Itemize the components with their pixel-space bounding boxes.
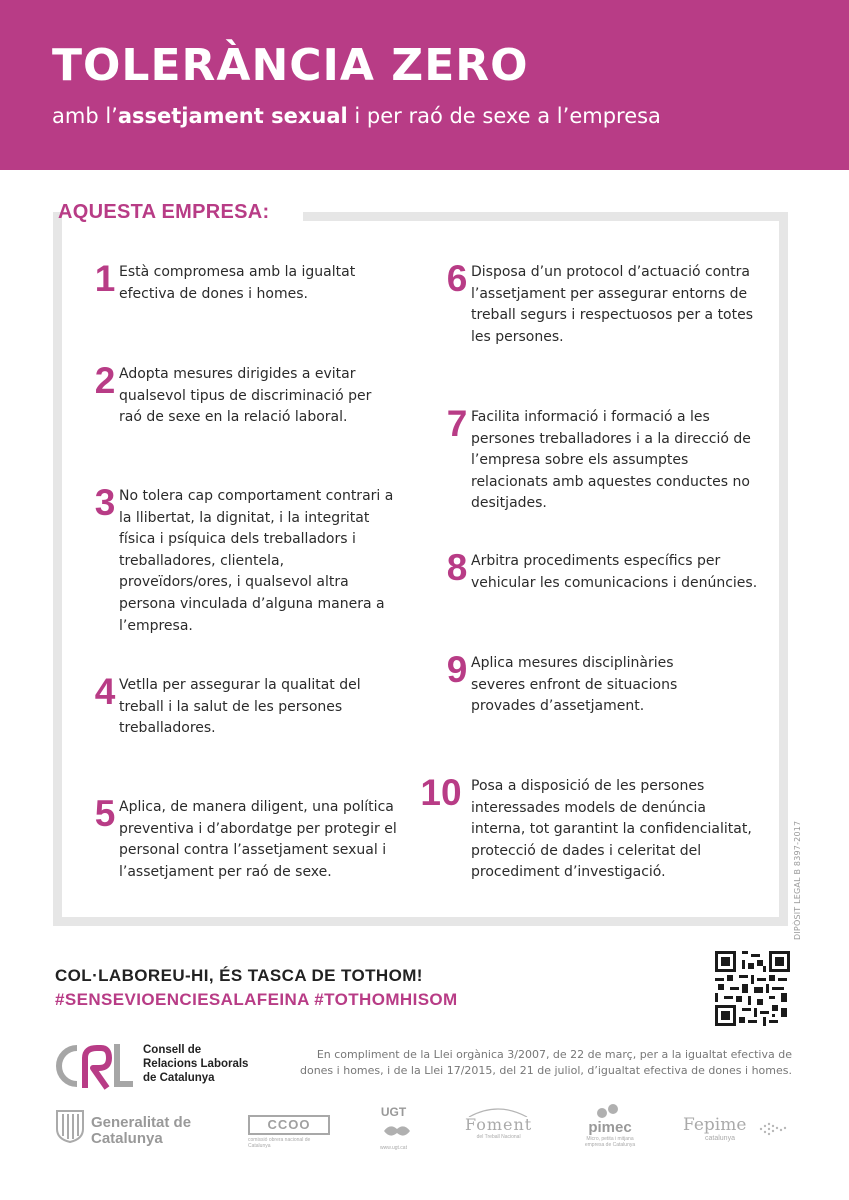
- item-text: No tolera cap comportament contrari a la llibertat, la dignitat, i la integritat física i psíquica dels treballadors i treballadores, clientela, proveïdors/ores, i qualsevol altra persona vinculada d’alguna manera a l’empresa.: [119, 488, 394, 634]
- ccoo-mark: CCOO: [248, 1115, 330, 1135]
- ugt-web: www.ugt.cat: [380, 1145, 407, 1151]
- item-number: 10: [420, 772, 462, 813]
- generalitat-logo: [55, 1109, 192, 1148]
- foment-mark: Foment: [465, 1115, 533, 1134]
- item-text: Posa a disposició de les persones interessades models de denúncia interna, tot garantint la confidencialitat, protecció de dades i celeritat del procediment d’investigació.: [471, 778, 752, 881]
- item-number: 4: [94, 671, 116, 712]
- page-title: TOLERÀNCIA ZERO: [52, 40, 529, 91]
- item-text: Arbitra procediments específics per vehicular les comunicacions i denúncies.: [471, 553, 758, 591]
- ccoo-logo: [248, 1115, 330, 1149]
- pimec-dots-icon: [594, 1103, 624, 1119]
- header-banner: [0, 0, 849, 170]
- generalitat-emblem-icon: [55, 1109, 85, 1143]
- pimec-subtitle: Micro, petita i mitjana empresa de Catalunya: [584, 1136, 636, 1148]
- fepime-mark: Fepime: [683, 1115, 747, 1135]
- foment-subtitle: del Treball Nacional: [476, 1134, 521, 1140]
- item-number: 1: [94, 258, 116, 299]
- fepime-logo: [683, 1115, 746, 1142]
- qr-code[interactable]: [715, 951, 790, 1026]
- pimec-mark: pimec: [588, 1119, 632, 1136]
- item-number: 2: [94, 360, 116, 401]
- page-subtitle: [52, 104, 661, 128]
- generalitat-name: Generalitat de Catalunya: [91, 1114, 192, 1147]
- subtitle-start: amb l’: [52, 104, 118, 128]
- ccoo-subtitle: comissió obrera nacional de Catalunya: [248, 1137, 311, 1149]
- subtitle-end: i per raó de sexe a l’empresa: [347, 104, 661, 128]
- foment-arc-icon: [465, 1105, 531, 1117]
- item-text: Aplica mesures disciplinàries severes enfront de situacions provades d’assetjament.: [471, 655, 678, 715]
- collaborate-slogan: COL·LABOREU-HI, ÉS TASCA DE TOTHOM!: [55, 966, 423, 985]
- item-text: Facilita informació i formació a les persones treballadores i a la direcció de l’empresa sobre els assumptes relacionats amb aquestes conductes no desitjades.: [471, 409, 751, 512]
- subtitle-emphasis: assetjament sexual: [117, 104, 348, 128]
- fepime-subtitle: catalunya: [705, 1135, 735, 1142]
- item-text: Adopta mesures dirigides a evitar qualsevol tipus de discriminació per raó de sexe en la relació laboral.: [119, 366, 372, 426]
- ugt-logo: [380, 1105, 407, 1151]
- item-text: Aplica, de manera diligent, una política preventiva i d’abordatge per protegir el personal contra l’assetjament sexual i l’assetjament per raó de sexe.: [119, 799, 397, 880]
- item-number: 7: [446, 403, 468, 444]
- item-number: 8: [446, 547, 468, 588]
- item-text: Està compromesa amb la igualtat efectiva de dones i homes.: [119, 264, 356, 302]
- item-number: 5: [94, 793, 116, 834]
- fepime-dots-icon: [757, 1119, 789, 1139]
- legal-deposit-text: DIPÒSIT LEGAL B 8397-2017: [793, 820, 802, 940]
- item-number: 3: [94, 482, 116, 523]
- compliance-text: En compliment de la Llei orgànica 3/2007, de 22 de març, per a la igualtat efectiva de dones i homes, i de la Llei 17/2015, del 21 de juliol, d’igualtat efectiva de dones i homes.: [299, 1048, 792, 1077]
- frame-top-border: [303, 212, 788, 221]
- foment-logo: [465, 1115, 532, 1140]
- crl-logo-icon: [55, 1040, 135, 1092]
- ugt-mark: UGT: [380, 1105, 407, 1119]
- handshake-icon: [382, 1121, 412, 1141]
- item-number: 6: [446, 258, 468, 299]
- section-label: AQUESTA EMPRESA:: [58, 201, 270, 223]
- item-text: Vetlla per assegurar la qualitat del treball i la salut de les persones treballadores.: [119, 677, 361, 737]
- crl-name: Consell de Relacions Laborals de Catalunya: [143, 1044, 249, 1084]
- partner-logos: [55, 1105, 795, 1155]
- item-text: Disposa d’un protocol d’actuació contra l’assetjament per assegurar entorns de treball segurs i respectuosos per a totes les persones.: [471, 264, 754, 345]
- hashtags-text: #SENSEVIOENCIESALAFEINA #TOTHOMHISOM: [55, 990, 458, 1009]
- pimec-logo: [580, 1105, 640, 1148]
- item-number: 9: [446, 649, 468, 690]
